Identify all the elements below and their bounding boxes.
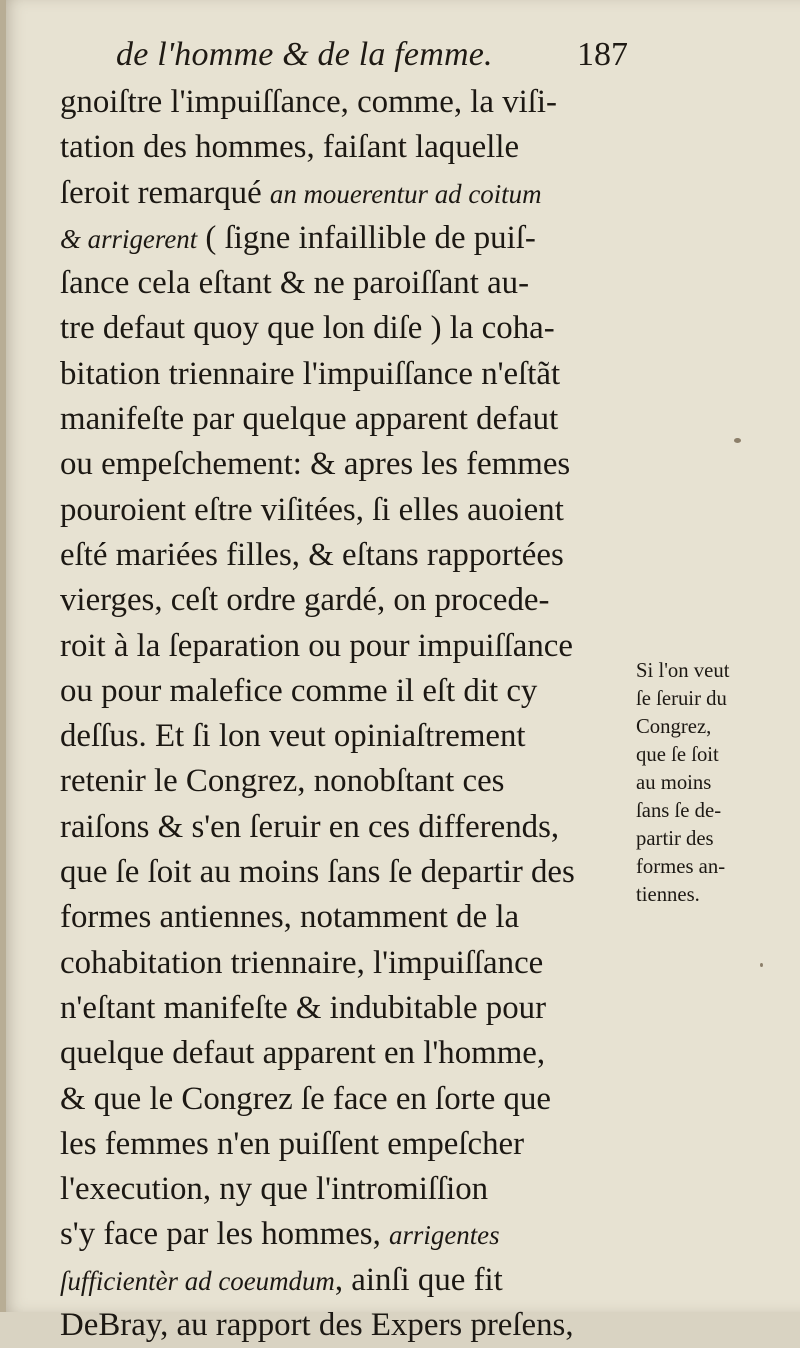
text-line <box>60 80 628 125</box>
text-line <box>60 624 628 669</box>
text-run: vierges, ceſt ordre gardé, on procede- <box>60 582 550 619</box>
margin-note-line: que ſe ſoit <box>636 742 719 766</box>
text-line <box>60 850 628 895</box>
text-run: eſté mariées filles, & eſtans rapportées <box>60 536 564 573</box>
body-text <box>60 80 630 1348</box>
running-title: de l'homme & de la femme. <box>116 36 493 73</box>
paper-speck <box>734 438 741 443</box>
running-head <box>116 36 636 86</box>
text-line <box>60 397 628 442</box>
text-line <box>60 533 628 578</box>
text-run: roit à la ſeparation ou pour impuiſſance <box>60 627 573 664</box>
margin-note-line: partir des <box>636 826 714 850</box>
margin-note-line: Si l'on veut <box>636 658 730 682</box>
text-line <box>60 578 628 623</box>
text-run: les femmes n'en puiſſent empeſcher <box>60 1125 525 1162</box>
paper-speck <box>760 963 763 967</box>
text-run: & que le Congrez ſe face en ſorte que <box>60 1080 551 1117</box>
text-line <box>60 714 628 759</box>
page-number: 187 <box>577 36 628 73</box>
text-run: pouroient eſtre viſitées, ſi elles auoient <box>60 491 564 528</box>
text-line <box>60 442 628 487</box>
text-line <box>60 941 628 986</box>
text-run: n'eſtant manifeſte & indubitable pour <box>60 989 547 1026</box>
text-run: ſeroit remarqué <box>60 174 270 211</box>
text-line <box>60 216 628 261</box>
text-run: formes antiennes, notamment de la <box>60 899 520 936</box>
text-line <box>60 1303 628 1348</box>
text-line <box>60 171 628 216</box>
text-run: gnoiſtre l'impuiſſance, comme, la viſi- <box>60 84 557 120</box>
text-run: ou empeſchement: & apres les femmes <box>60 446 571 483</box>
margin-note-line: Congrez, <box>636 714 712 738</box>
text-line <box>60 669 628 714</box>
text-run: DeBray, au rapport des Expers preſens, <box>60 1307 574 1344</box>
text-run: l'execution, ny que l'intromiſſion <box>60 1171 489 1208</box>
text-run: quelque defaut apparent en l'homme, <box>60 1035 546 1072</box>
text-line <box>60 986 628 1031</box>
latin-phrase: ſufficientèr ad coeumdum <box>60 1265 335 1296</box>
text-run: bitation triennaire l'impuiſſance n'eſtãt <box>60 355 561 392</box>
text-line <box>60 352 628 397</box>
latin-phrase: an mouerentur ad coitum <box>269 178 542 209</box>
text-run: deſſus. Et ſi lon veut opiniaſtrement <box>60 718 526 755</box>
text-line <box>60 895 628 940</box>
margin-note-line: tiennes. <box>636 882 700 906</box>
text-run: cohabitation triennaire, l'impuiſſance <box>60 944 544 981</box>
text-line <box>60 125 628 170</box>
text-run: , ainſi que fit <box>334 1261 503 1298</box>
text-run: tre defaut quoy que lon diſe ) la coha- <box>60 310 555 347</box>
text-line <box>60 1167 628 1212</box>
margin-note-line: au moins <box>636 770 712 794</box>
latin-phrase: arrigentes <box>389 1220 500 1251</box>
margin-note <box>636 656 776 908</box>
text-line <box>60 805 628 850</box>
text-line <box>60 488 628 533</box>
text-run: ſance cela eſtant & ne paroiſſant au- <box>60 265 530 302</box>
text-line <box>60 306 628 351</box>
text-run: s'y face par les hommes, <box>60 1216 390 1253</box>
text-run: retenir le Congrez, nonobſtant ces <box>60 763 505 800</box>
text-line <box>60 759 628 804</box>
text-line <box>60 1258 628 1303</box>
page-edge <box>0 0 6 1312</box>
text-run: raiſons & s'en ſeruir en ces differends, <box>60 808 560 845</box>
text-line <box>60 1212 628 1257</box>
margin-note-line: ſans ſe de- <box>636 798 722 822</box>
text-run: ou pour malefice comme il eſt dit cy <box>60 672 538 709</box>
text-run: manifeſte par quelque apparent defaut <box>60 401 559 438</box>
text-line <box>60 261 628 306</box>
text-run: tation des hommes, faiſant laquelle <box>60 129 520 166</box>
text-run: que ſe ſoit au moins ſans ſe departir des <box>60 854 575 891</box>
margin-note-line: formes an- <box>636 854 726 878</box>
text-line <box>60 1077 628 1122</box>
text-run: ( ſigne infaillible de puiſ- <box>197 219 536 256</box>
text-line <box>60 1122 628 1167</box>
latin-phrase: & arrigerent <box>60 223 198 254</box>
text-line <box>60 1031 628 1076</box>
margin-note-line: ſe ſeruir du <box>636 686 727 710</box>
